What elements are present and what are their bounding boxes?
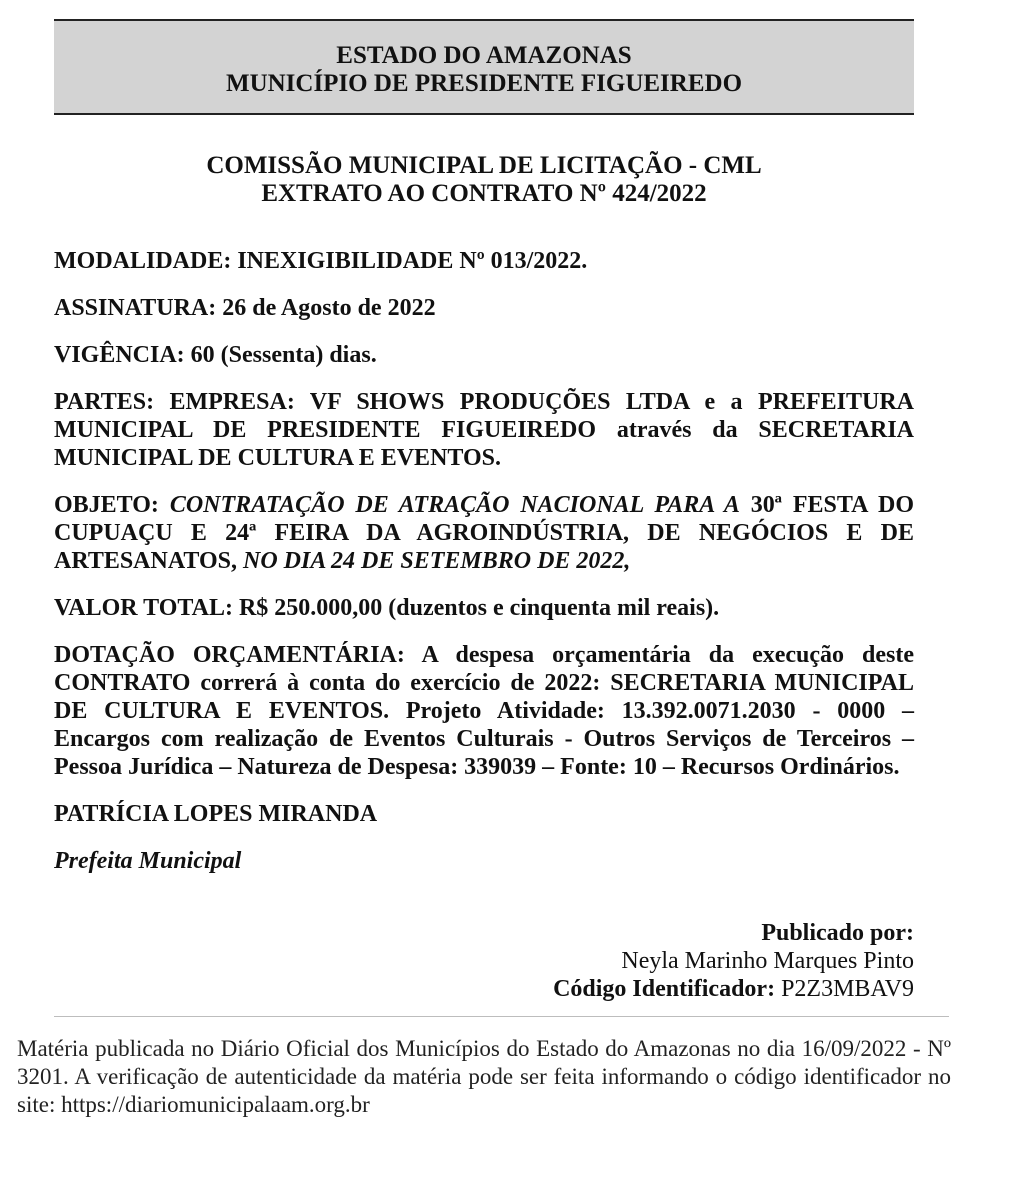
assinatura-paragraph: ASSINATURA: 26 de Agosto de 2022 bbox=[54, 295, 436, 321]
objeto-italic-date: NO DIA 24 DE SETEMBRO DE 2022, bbox=[243, 548, 631, 574]
document-titles bbox=[54, 152, 914, 208]
identifier-code-line bbox=[54, 975, 914, 1003]
valor-paragraph: VALOR TOTAL: R$ 250.000,00 (duzentos e cinquenta mil reais). bbox=[54, 595, 720, 621]
footer-divider bbox=[54, 1016, 949, 1017]
municipality-name: MUNICÍPIO DE PRESIDENTE FIGUEIREDO bbox=[225, 70, 743, 97]
partes-paragraph: PARTES: EMPRESA: VF SHOWS PRODUÇÕES LTDA e a PREFEITURA MUNICIPAL DE PRESIDENTE FIGUEIREDO através da SECRETARIA MUNICIPAL DE CULTURA E EVENTOS. bbox=[54, 389, 914, 471]
contract-body bbox=[54, 247, 914, 894]
identifier-code-value: P2Z3MBAV9 bbox=[781, 976, 914, 1002]
contract-extract-title: EXTRATO AO CONTRATO Nº 424/2022 bbox=[261, 180, 707, 207]
modalidade-paragraph: MODALIDADE: INEXIGIBILIDADE Nº 013/2022. bbox=[54, 248, 588, 274]
state-header bbox=[54, 19, 914, 115]
objeto-paragraph bbox=[54, 491, 914, 575]
publication-footer: Matéria publicada no Diário Oficial dos Municípios do Estado do Amazonas no dia 16/09/2022 - Nº 3201. A verificação de autenticidade da matéria pode ser feita informando o código identificador no site: https://diariomunicipalaam.org.br bbox=[17, 1036, 951, 1117]
signer-title: Prefeita Municipal bbox=[54, 848, 242, 874]
signer-name: PATRÍCIA LOPES MIRANDA bbox=[54, 801, 378, 827]
state-name: ESTADO DO AMAZONAS bbox=[336, 42, 632, 69]
dotacao-paragraph: DOTAÇÃO ORÇAMENTÁRIA: A despesa orçamentária da execução deste CONTRATO correrá à conta do exercício de 2022: SECRETARIA MUNICIPAL DE CULTURA E EVENTOS. Projeto Atividade: 13.392.0071.2030 - 0000 – Encargos com realização de Eventos Culturais - Outros Serviços de Terceiros – Pessoa Jurídica – Natureza de Despesa: 339039 – Fonte: 10 – Recursos Ordinários. bbox=[54, 642, 914, 780]
commission-title: COMISSÃO MUNICIPAL DE LICITAÇÃO - CML bbox=[206, 152, 762, 179]
published-by-label: Publicado por: bbox=[761, 920, 914, 946]
objeto-label: OBJETO: bbox=[54, 492, 170, 518]
publisher-name: Neyla Marinho Marques Pinto bbox=[621, 948, 914, 974]
publisher-block bbox=[54, 919, 914, 1003]
objeto-normal-text: 30ª FESTA DO CUPUAÇU E 24ª FEIRA DA AGROINDÚSTRIA, DE NEGÓCIOS E DE ARTESANATOS, bbox=[54, 492, 915, 574]
objeto-italic-start: CONTRATAÇÃO DE ATRAÇÃO NACIONAL PARA A bbox=[169, 492, 740, 518]
vigencia-paragraph: VIGÊNCIA: 60 (Sessenta) dias. bbox=[54, 342, 377, 368]
identifier-code-label: Código Identificador: bbox=[553, 976, 776, 1002]
